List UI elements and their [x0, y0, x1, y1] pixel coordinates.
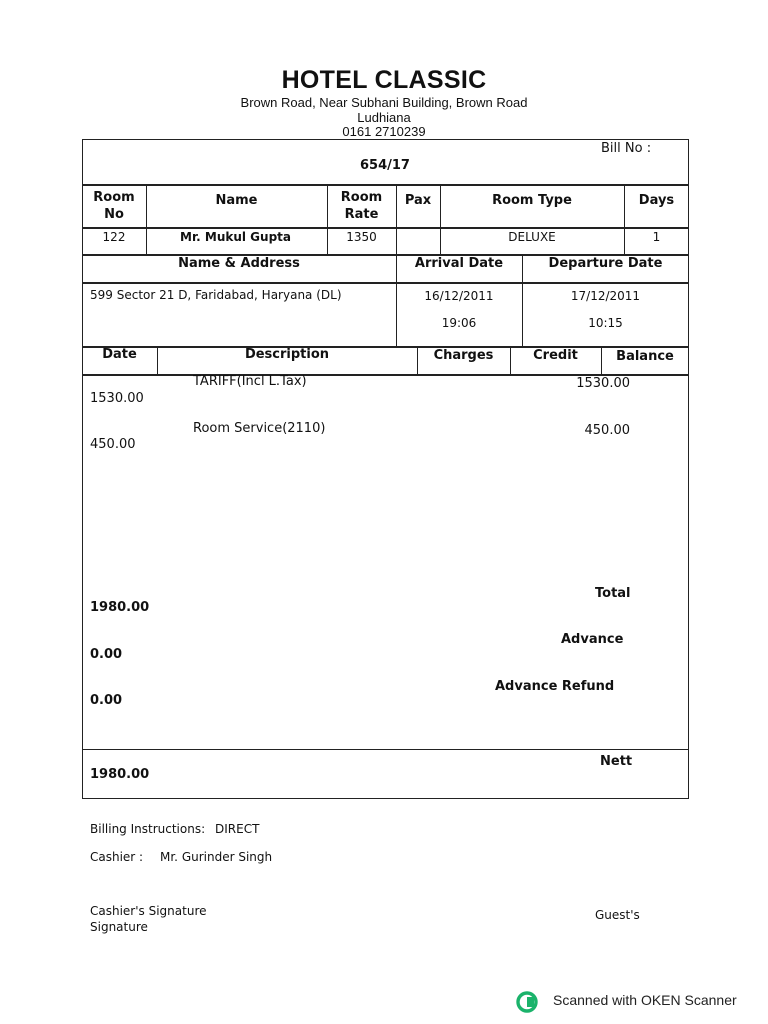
hotel-phone: 0161 2710239 — [342, 124, 426, 139]
header-room-type: Room Type — [492, 193, 572, 208]
departure-date: 17/12/2011 — [570, 289, 641, 303]
room-type-value: DELUXE — [508, 230, 556, 244]
header-name-address: Name & Address — [178, 256, 300, 271]
departure-time: 10:15 — [588, 316, 623, 330]
header-room-rate: Room Rate — [340, 190, 383, 222]
cashier-signature-label: Cashier's Signature — [90, 904, 207, 918]
hotel-name: HOTEL CLASSIC — [281, 66, 487, 94]
billing-instructions-label: Billing Instructions: — [90, 822, 206, 836]
header-pax: Pax — [404, 193, 432, 208]
item-description: Room Service(2110) — [193, 421, 326, 436]
guest-address: 599 Sector 21 D, Faridabad, Haryana (DL) — [90, 288, 342, 302]
item-balance: 1530.00 — [576, 376, 630, 391]
billing-instructions-value: DIRECT — [215, 822, 260, 836]
guest-name-value: Mr. Mukul Gupta — [180, 230, 291, 244]
signature-label: Signature — [90, 920, 148, 934]
header-days: Days — [638, 193, 675, 208]
scanner-watermark: Scanned with OKEN Scanner — [553, 992, 737, 1008]
item-charge: 450.00 — [90, 437, 136, 452]
header-arrival-date: Arrival Date — [414, 256, 504, 271]
nett-value: 1980.00 — [90, 767, 150, 782]
advance-refund-value: 0.00 — [90, 693, 123, 708]
header-departure-date: Departure Date — [548, 256, 663, 271]
total-value: 1980.00 — [90, 600, 150, 615]
advance-value: 0.00 — [90, 647, 123, 662]
bill-number: 654/17 — [360, 158, 410, 173]
header-credit: Credit — [533, 348, 578, 363]
header-name: Name — [215, 193, 258, 208]
room-rate-value: 1350 — [346, 230, 377, 244]
guest-signature-label: Guest's — [595, 908, 640, 922]
arrival-date: 16/12/2011 — [424, 289, 494, 303]
advance-refund-label: Advance Refund — [495, 679, 615, 694]
days-value: 1 — [652, 230, 661, 244]
total-label: Total — [595, 586, 631, 601]
header-charges: Charges — [433, 348, 494, 363]
header-date: Date — [102, 347, 137, 362]
bill-no-label: Bill No : — [601, 141, 652, 156]
item-balance: 450.00 — [584, 423, 630, 438]
advance-label: Advance — [561, 632, 624, 647]
cashier-label: Cashier : — [90, 850, 144, 864]
header-description: Description — [244, 347, 330, 362]
scanner-logo-icon — [516, 991, 538, 1013]
hotel-address-line1: Brown Road, Near Subhani Building, Brown Road — [240, 95, 528, 110]
header-room-no: Room No — [93, 190, 135, 222]
hotel-address-line2: Ludhiana — [357, 110, 411, 125]
arrival-time: 19:06 — [441, 316, 477, 330]
item-description: TARIFF(Incl L.Tax) — [193, 374, 307, 389]
item-charge: 1530.00 — [90, 391, 144, 406]
header-balance: Balance — [616, 349, 674, 364]
cashier-name: Mr. Gurinder Singh — [160, 850, 273, 864]
room-no-value: 122 — [102, 230, 126, 244]
nett-label: Nett — [600, 754, 633, 769]
